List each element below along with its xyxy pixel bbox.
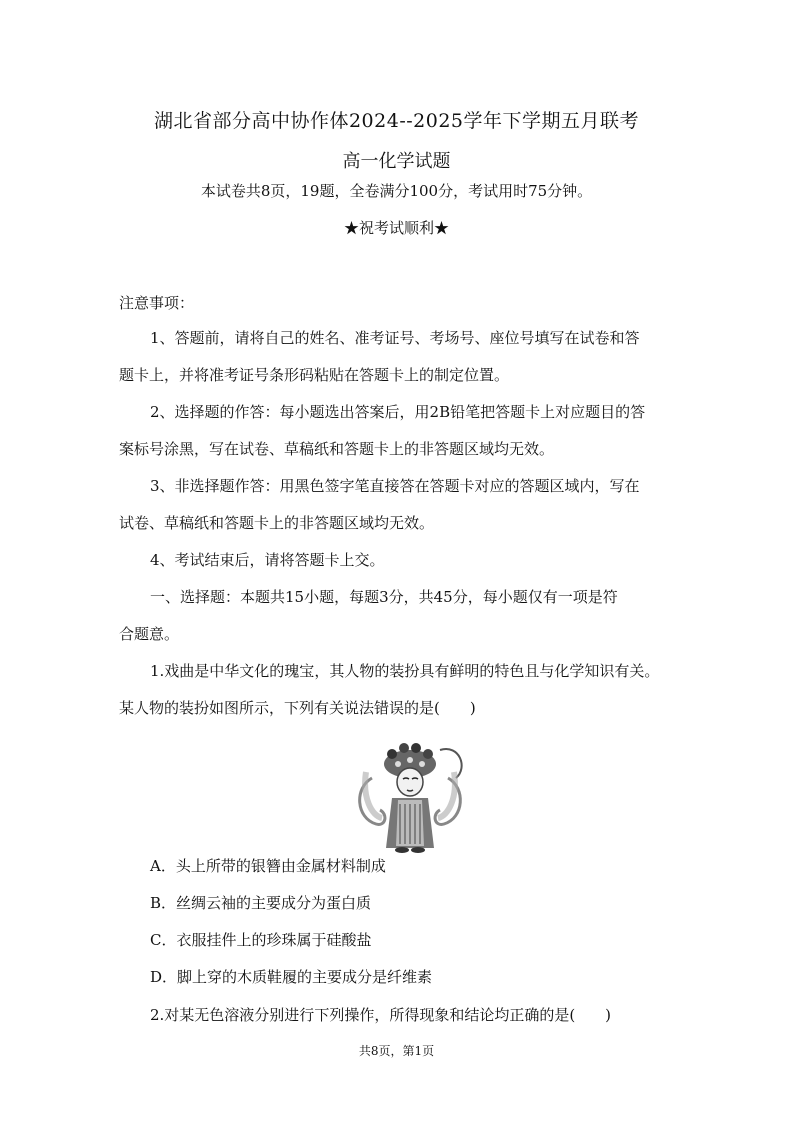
question1-stem-line-2: 某人物的装扮如图所示，下列有关说法错误的是( ) <box>119 699 476 717</box>
opera-character-illustration <box>352 738 468 856</box>
question1-option-c: C．衣服挂件上的珍珠属于硅酸盐 <box>150 931 372 949</box>
exam-meta: 本试卷共8页，19题，全卷满分100分，考试用时75分钟。 <box>200 182 593 200</box>
question1-stem-line-1: 1.戏曲是中华文化的瑰宝，其人物的装扮具有鲜明的特色且与化学知识有关。 <box>150 662 660 680</box>
notice-3-line-2: 试卷、草稿纸和答题卡上的非答题区域均无效。 <box>119 514 435 532</box>
exam-wish: ★祝考试顺利★ <box>343 219 449 237</box>
section-line-2: 合题意。 <box>119 625 180 643</box>
notice-1-line-1: 1、答题前，请将自己的姓名、准考证号、考场号、座位号填写在试卷和答 <box>150 329 640 347</box>
question2-stem: 2.对某无色溶液分别进行下列操作，所得现象和结论均正确的是( ) <box>150 1006 612 1024</box>
notice-4-line-1: 4、考试结束后，请将答题卡上交。 <box>150 551 385 569</box>
notice-body <box>119 320 689 727</box>
notice-2-line-2: 案标号涂黑，写在试卷、草稿纸和答题卡上的非答题区域均无效。 <box>119 440 555 458</box>
question1-option-b: B．丝绸云袖的主要成分为蛋白质 <box>150 894 372 912</box>
notice-heading: 注意事项： <box>119 294 195 312</box>
page-footer: 共8页，第1页 <box>358 1044 435 1058</box>
notice-2-line-1: 2、选择题的作答：每小题选出答案后，用2B铅笔把答题卡上对应题目的答 <box>150 403 646 421</box>
section-line-1: 一、选择题：本题共15小题，每题3分，共45分，每小题仅有一项是符 <box>150 588 618 606</box>
question1-option-a: A．头上所带的银簪由金属材料制成 <box>150 857 386 875</box>
exam-subtitle: 高一化学试题 <box>342 151 451 172</box>
question1-option-d: D．脚上穿的木质鞋履的主要成分是纤维素 <box>150 968 433 986</box>
exam-title: 湖北省部分高中协作体2024--2025学年下学期五月联考 <box>153 110 640 132</box>
notice-1-line-2: 题卡上，并将准考证号条形码粘贴在答题卡上的制定位置。 <box>119 366 510 384</box>
notice-3-line-1: 3、非选择题作答：用黑色签字笔直接答在答题卡对应的答题区域内，写在 <box>150 477 640 495</box>
